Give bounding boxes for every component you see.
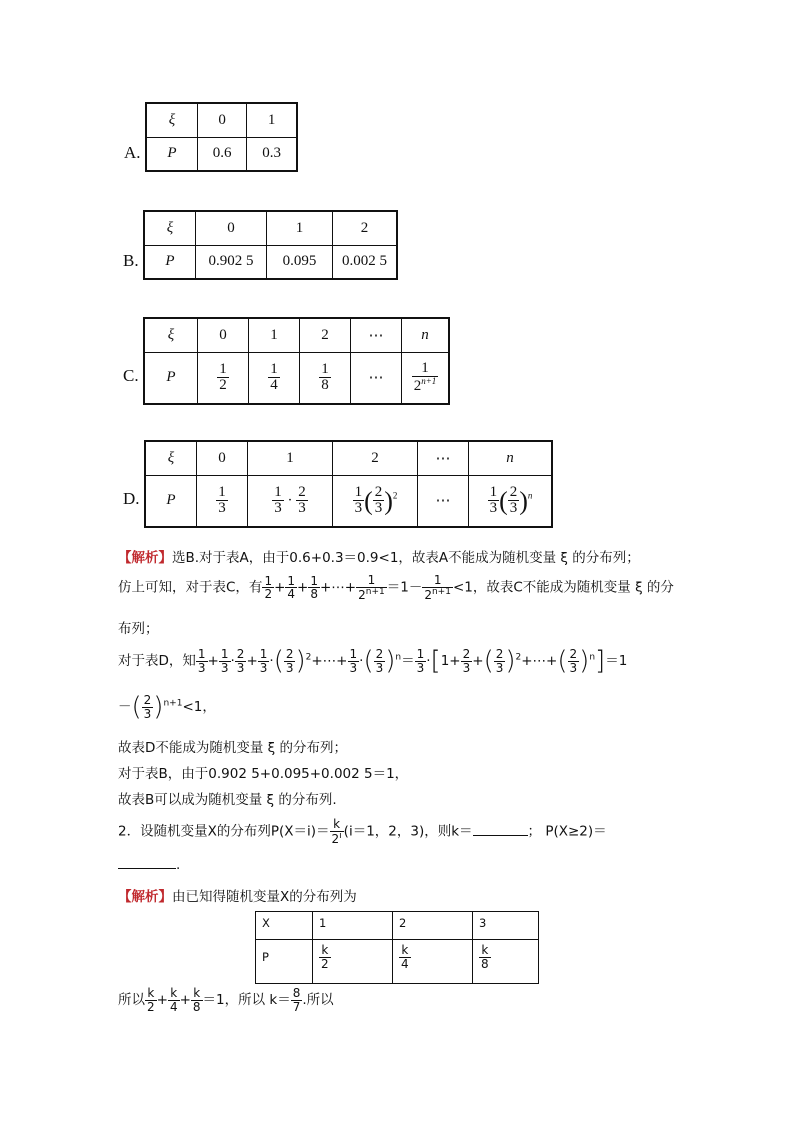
solution-line-5: －( $\frac{2}{3}$ )$^{n+1}$<1，	[118, 692, 216, 722]
option-d-table	[144, 440, 553, 528]
p-value-cell: $\frac{k}{2}$	[313, 940, 393, 984]
p-cell: P	[145, 475, 197, 527]
prob-cell: $\frac{1}{3}$ · $\frac{2}{3}$	[248, 475, 333, 527]
solution-line-6: 故表D不能成为随机变量 ξ 的分布列；	[118, 740, 348, 756]
xi-cell: ξ	[144, 211, 196, 245]
value-cell: ⋯	[351, 318, 402, 352]
value-cell: 0	[196, 211, 267, 245]
option-a-table	[145, 102, 298, 172]
x-head-cell: X	[256, 912, 313, 940]
value-cell: 1	[249, 318, 300, 352]
prob-cell: $\frac{1}{3}$	[197, 475, 248, 527]
xi-cell: ξ	[145, 441, 197, 475]
prob-cell: 0.095	[267, 245, 333, 279]
value-cell: 1	[247, 103, 297, 137]
solution-tag: 【解析】	[118, 550, 172, 566]
value-cell: ⋯	[418, 441, 469, 475]
prob-cell: 0.902 5	[196, 245, 267, 279]
value-cell: n	[402, 318, 450, 352]
p-value-cell: $\frac{k}{8}$	[473, 940, 539, 984]
p-head-cell: P	[256, 940, 313, 984]
p-cell: P	[146, 137, 198, 171]
x-value-cell: 1	[313, 912, 393, 940]
prob-cell: $\frac{1}{2^{n+1}}$	[402, 352, 450, 404]
solution2-line-1: 【解析】由已知得随机变量X的分布列为	[118, 889, 357, 905]
prob-cell: ⋯	[351, 352, 402, 404]
xi-cell: ξ	[144, 318, 198, 352]
prob-cell: 0.002 5	[333, 245, 398, 279]
p-cell: P	[144, 245, 196, 279]
solution-line-3: 布列；	[118, 621, 159, 637]
option-c-table	[143, 317, 450, 405]
option-d-label: D.	[123, 489, 140, 508]
option-b-table	[143, 210, 398, 280]
prob-cell: $\frac{1}{4}$	[249, 352, 300, 404]
answer-blank-k[interactable]	[473, 835, 528, 836]
prob-cell: $\frac{1}{8}$	[300, 352, 351, 404]
prob-cell: ⋯	[418, 475, 469, 527]
value-cell: 1	[248, 441, 333, 475]
prob-cell: 0.6	[198, 137, 247, 171]
option-a-label: A.	[124, 143, 141, 162]
x-distribution-table	[255, 911, 539, 984]
answer-blank-p[interactable]	[118, 868, 176, 869]
prob-cell: 0.3	[247, 137, 297, 171]
option-b-label: B.	[123, 251, 139, 270]
question-2: 2．设随机变量X的分布列P(X＝i)＝ $\frac{k}{2^i}$ (i＝1，2，3)，则k＝ ； P(X≥2)＝	[118, 817, 607, 846]
value-cell: 0	[197, 441, 248, 475]
xi-cell: ξ	[146, 103, 198, 137]
value-cell: 2	[333, 211, 398, 245]
x-value-cell: 2	[393, 912, 473, 940]
p-cell: P	[144, 352, 198, 404]
option-c-label: C.	[123, 366, 139, 385]
solution-line-4: 对于表D，知 $\frac{1}{3}$ + $\frac{1}{3}$ · $\frac{2}{3}$ + $\frac{1}{3}$ ·( $\frac{2}{3}$ )$^2$+⋯+ $\frac{1}{3}$ ·( $\frac{2}{3}$ )$^n$＝ $\frac{1}{3}$ ·[1+ $\frac{2}{3}$ +( $\frac{2}{3}$ )$^2$+⋯+( $\frac{2}{3}$ )$^n$]＝1	[118, 646, 628, 676]
solution-line-1: 【解析】选B.对于表A，由于0.6+0.3＝0.9<1，故表A不能成为随机变量 ξ 的分布列；	[118, 550, 640, 566]
prob-cell: $\frac{1}{3}$ ( $\frac{2}{3}$ )$^n$	[469, 475, 553, 527]
value-cell: 2	[333, 441, 418, 475]
prob-cell: $\frac{1}{2}$	[198, 352, 249, 404]
prob-cell: $\frac{1}{3}$ ( $\frac{2}{3}$ )$^2$	[333, 475, 418, 527]
solution-line-7: 对于表B，由于0.902 5+0.095+0.002 5＝1，	[118, 766, 409, 782]
value-cell: 0	[198, 103, 247, 137]
solution-line-8: 故表B可以成为随机变量 ξ 的分布列.	[118, 792, 337, 808]
question-2-cont: .	[118, 857, 180, 873]
solution2-tag: 【解析】	[118, 889, 172, 905]
p-value-cell: $\frac{k}{4}$	[393, 940, 473, 984]
value-cell: 0	[198, 318, 249, 352]
solution-line-2: 仿上可知，对于表C，有 $\frac{1}{2}$ + $\frac{1}{4}$ + $\frac{1}{8}$ +⋯+ $\frac{1}{2^{n+1}}$ ＝1－ $\frac{1}{2^{n+1}}$ <1，故表C不能成为随机变量 ξ 的分	[118, 573, 674, 602]
value-cell: 2	[300, 318, 351, 352]
value-cell: n	[469, 441, 553, 475]
x-value-cell: 3	[473, 912, 539, 940]
solution2-line-2: 所以 $\frac{k}{2}$ + $\frac{k}{4}$ + $\frac{k}{8}$ ＝1，所以 k＝ $\frac{8}{7}$ .所以	[118, 986, 334, 1014]
value-cell: 1	[267, 211, 333, 245]
